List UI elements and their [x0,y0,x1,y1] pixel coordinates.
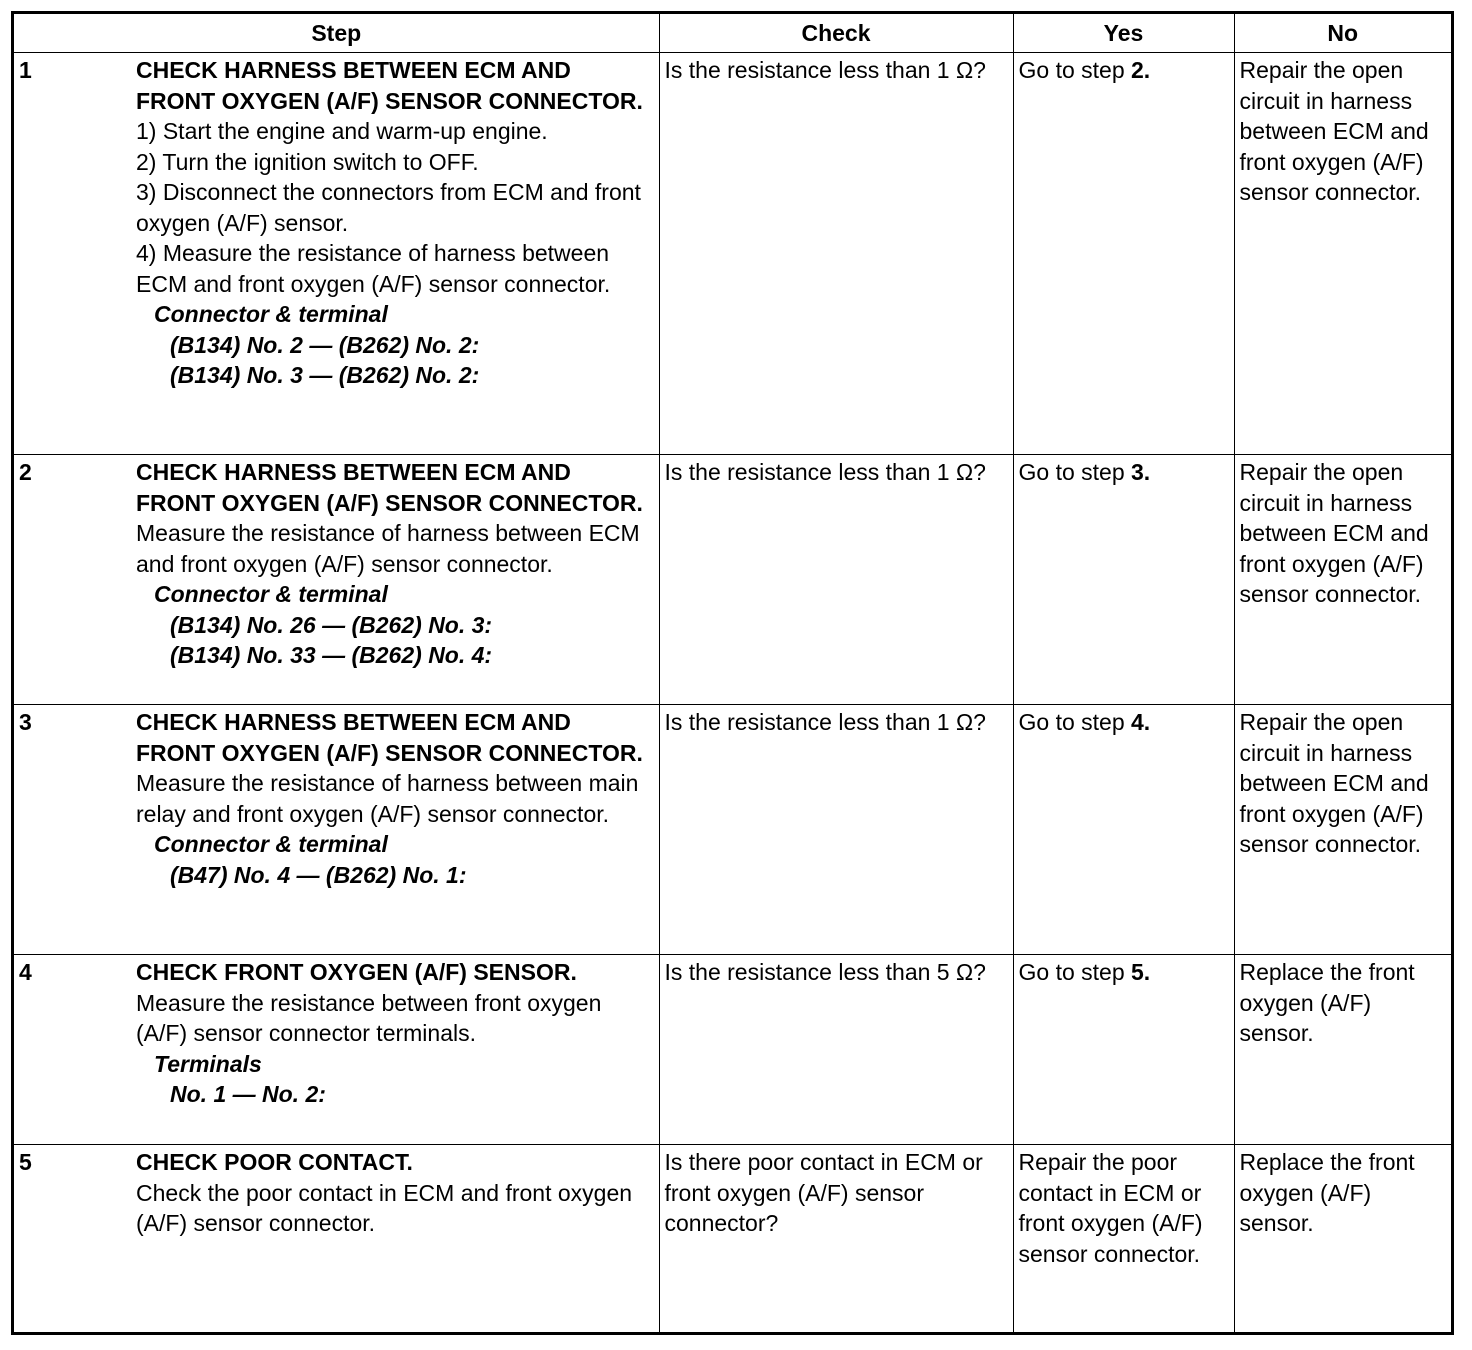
check-text: Is the resistance less than 1 Ω? [664,459,986,485]
no-cell [1234,1145,1451,1333]
no-text: Repair the open circuit in harness between ECM and front oxygen (A/F) sensor connector. [1239,709,1429,857]
step-cell [14,955,659,1145]
yes-step-ref: 2. [1131,57,1151,83]
step-title: CHECK POOR CONTACT. [136,1149,413,1175]
step-number: 5 [19,1149,32,1175]
no-cell [1234,955,1451,1145]
spec-label: Terminals [154,1050,262,1077]
header-no: No [1234,14,1451,53]
header-yes: Yes [1013,14,1234,53]
check-cell [659,955,1013,1145]
check-cell [659,705,1013,955]
table-row [14,53,1451,455]
yes-cell [1013,955,1234,1145]
no-text: Replace the front oxygen (A/F) sensor. [1239,1149,1415,1236]
table-row [14,705,1451,955]
yes-text: Repair the poor contact in ECM or front oxygen (A/F) sensor connector. [1018,1149,1203,1267]
step-instruction: 1) Start the engine and warm-up engine. [136,118,548,144]
step-number: 1 [19,57,32,83]
step-cell [14,53,659,455]
step-instruction: 3) Disconnect the connectors from ECM and front oxygen (A/F) sensor. [136,179,641,236]
no-text: Replace the front oxygen (A/F) sensor. [1239,959,1415,1046]
table-header-row [14,14,1451,53]
yes-text: Go to step [1018,459,1132,485]
step-cell [14,455,659,705]
step-cell [14,1145,659,1333]
check-cell [659,53,1013,455]
step-instruction: Check the poor contact in ECM and front oxygen (A/F) sensor connector. [136,1179,633,1236]
no-cell [1234,455,1451,705]
header-check: Check [659,14,1013,53]
step-instruction: 4) Measure the resistance of harness between ECM and front oxygen (A/F) sensor connector. [136,240,611,297]
step-title: CHECK HARNESS BETWEEN ECM AND FRONT OXYGEN (A/F) SENSOR CONNECTOR. [136,709,643,766]
yes-cell [1013,1145,1234,1333]
spec-label: Connector & terminal [154,831,388,857]
table-row [14,455,1451,705]
step-instruction: 2) Turn the ignition switch to OFF. [136,148,479,175]
spec-value: (B134) No. 33 — (B262) No. 4: [170,642,493,668]
step-title: CHECK FRONT OXYGEN (A/F) SENSOR. [136,959,577,985]
check-cell [659,455,1013,705]
spec-value: (B47) No. 4 — (B262) No. 1: [170,861,467,888]
step-instruction: Measure the resistance of harness between main relay and front oxygen (A/F) sensor connector. [136,770,639,827]
yes-text: Go to step [1018,959,1132,985]
spec-value: (B134) No. 3 — (B262) No. 2: [170,362,480,388]
yes-text: Go to step [1018,57,1132,83]
no-cell [1234,705,1451,955]
yes-step-ref: 3. [1131,459,1151,485]
step-title: CHECK HARNESS BETWEEN ECM AND FRONT OXYGEN (A/F) SENSOR CONNECTOR. [136,57,643,114]
step-number: 2 [19,459,32,485]
no-text: Repair the open circuit in harness between ECM and front oxygen (A/F) sensor connector. [1239,459,1429,607]
diagnostic-table [14,14,1451,1332]
spec-value: No. 1 — No. 2: [170,1081,326,1107]
table-row [14,955,1451,1145]
check-text: Is the resistance less than 1 Ω? [664,709,986,735]
step-instruction: Measure the resistance between front oxygen (A/F) sensor connector terminals. [136,989,602,1046]
step-number: 4 [19,959,32,985]
header-step: Step [14,14,659,53]
spec-label: Connector & terminal [154,581,388,607]
diagnostic-table-frame [11,11,1454,1335]
yes-step-ref: 4. [1131,709,1151,735]
spec-label: Connector & terminal [154,301,388,327]
step-instruction: Measure the resistance of harness between ECM and front oxygen (A/F) sensor connector. [136,520,640,577]
check-text: Is the resistance less than 1 Ω? [664,57,986,83]
spec-value: (B134) No. 26 — (B262) No. 3: [170,611,493,638]
yes-cell [1013,705,1234,955]
no-text: Repair the open circuit in harness between ECM and front oxygen (A/F) sensor connector. [1239,57,1429,205]
check-text: Is there poor contact in ECM or front oxygen (A/F) sensor connector? [664,1149,983,1236]
yes-cell [1013,53,1234,455]
yes-cell [1013,455,1234,705]
step-title: CHECK HARNESS BETWEEN ECM AND FRONT OXYGEN (A/F) SENSOR CONNECTOR. [136,459,643,516]
yes-step-ref: 5. [1131,959,1151,985]
table-row [14,1145,1451,1333]
check-cell [659,1145,1013,1333]
step-number: 3 [19,709,32,735]
spec-value: (B134) No. 2 — (B262) No. 2: [170,331,480,358]
yes-text: Go to step [1018,709,1132,735]
no-cell [1234,53,1451,455]
step-cell [14,705,659,955]
check-text: Is the resistance less than 5 Ω? [664,959,986,985]
